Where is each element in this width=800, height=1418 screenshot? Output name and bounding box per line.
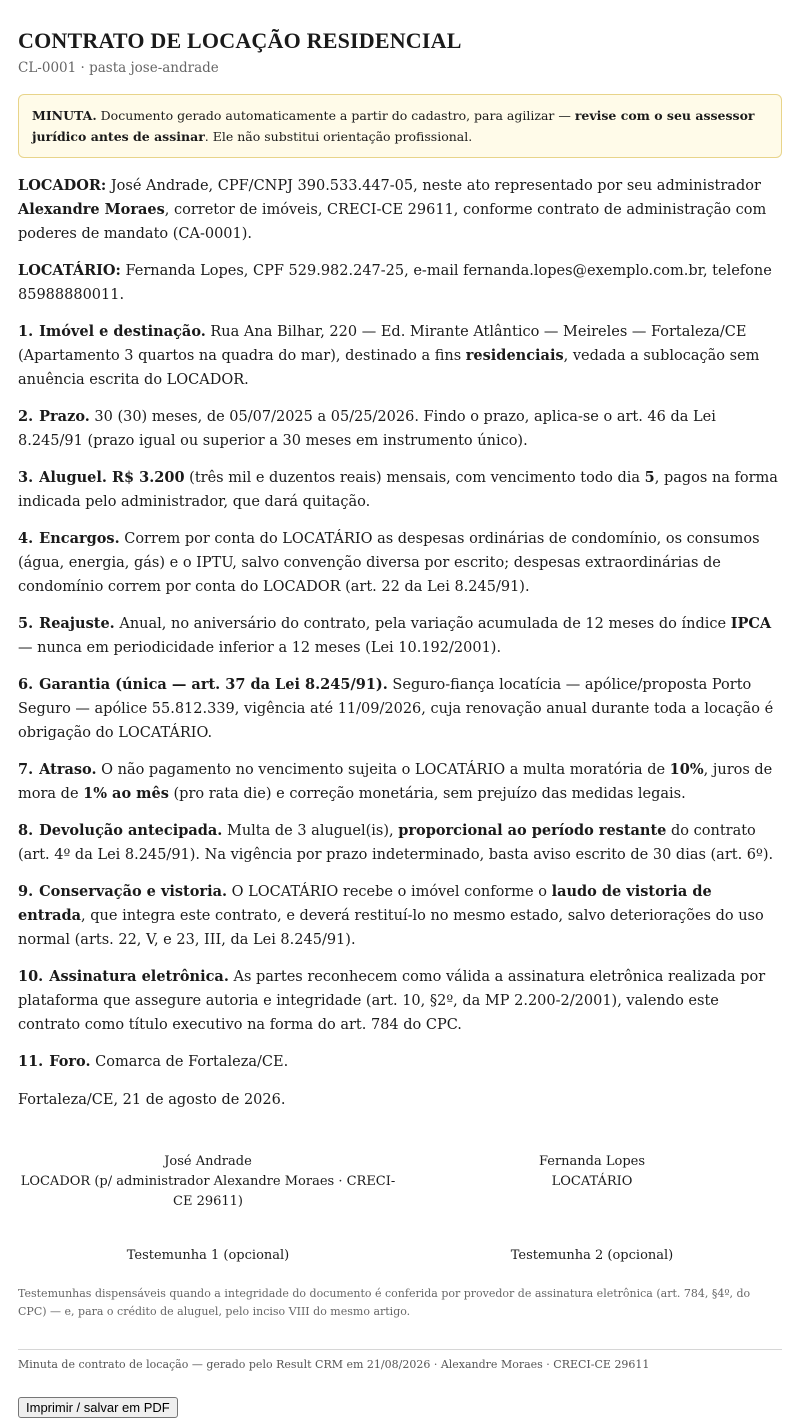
clause-text: Correm por conta do LOCATÁRIO as despesas ordinárias de condomínio, os consumos (água, energia, gás) e o IPTU, salvo convenção diversa por escrito; despesas extraordinárias de condomínio correm por conta do LOCADOR (art. 22 da Lei 8.245/91).	[18, 531, 760, 595]
clause-number: 1.	[18, 323, 34, 340]
clause-number: 6.	[18, 676, 34, 693]
clause-9	[18, 880, 782, 952]
notice-label: MINUTA.	[32, 108, 97, 123]
clause-title: Reajuste.	[39, 615, 115, 632]
clause-bold: laudo de vistoria de entrada	[18, 883, 712, 924]
clause-text: Anual, no aniversário do contrato, pela variação acumulada de 12 meses do índice	[114, 616, 731, 632]
clause-bold: 5	[644, 469, 655, 486]
clause-text: , pagos na forma indicada pelo administrador, que dará quitação.	[18, 470, 778, 510]
clause-text: O não pagamento no vencimento sujeita o LOCATÁRIO a multa moratória de	[96, 762, 670, 778]
clause-number: 10.	[18, 968, 44, 985]
witness-1: Testemunha 1 (opcional)	[126, 1248, 290, 1263]
clause-number: 7.	[18, 761, 34, 778]
clause-title: Encargos.	[39, 530, 120, 547]
clause-4	[18, 527, 782, 599]
document-subtitle: CL-0001 · pasta jose-andrade	[18, 60, 219, 76]
clause-11	[18, 1050, 782, 1074]
locador-text-2: , corretor de imóveis, CRECI-CE 29611, conforme contrato de administração com poderes de mandato (CA-0001).	[18, 202, 767, 242]
clause-number: 5.	[18, 615, 34, 632]
signature-name: Fernanda Lopes	[538, 1154, 646, 1169]
clause-bold: IPCA	[730, 615, 772, 632]
clause-7	[18, 758, 782, 806]
clause-10	[18, 965, 782, 1037]
clause-bold: 1% ao mês	[83, 785, 169, 802]
clause-title: Garantia (única — art. 37 da Lei 8.245/91).	[39, 676, 388, 693]
witness-note: Testemunhas dispensáveis quando a integridade do documento é conferida por provedor de assinatura eletrônica (art. 784, §4º, do CPC) — e, para o crédito de aluguel, pelo inciso VIII do mesmo artigo.	[18, 1287, 751, 1318]
page-title: CONTRATO DE LOCAÇÃO RESIDENCIAL	[18, 28, 462, 53]
clause-number: 2.	[18, 408, 34, 425]
clause-text: 30 (30) meses, de 05/07/2025 a 05/25/2026. Findo o prazo, aplica-se o art. 46 da Lei 8.245/91 (prazo igual ou superior a 30 meses em instrumento único).	[18, 409, 716, 449]
signature-locatario	[402, 1152, 782, 1212]
locatario-label: LOCATÁRIO:	[18, 262, 121, 279]
locador-bold: Alexandre Moraes	[18, 201, 165, 218]
clause-text: , juros de mora de	[18, 762, 773, 802]
clause-6	[18, 673, 782, 745]
clause-title: Foro.	[49, 1053, 91, 1070]
signature-name: José Andrade	[164, 1154, 252, 1169]
page-footer: Minuta de contrato de locação — gerado pelo Result CRM em 21/08/2026 · Alexandre Moraes · CRECI-CE 29611	[18, 1349, 782, 1371]
print-button[interactable]: Imprimir / salvar em PDF	[18, 1397, 178, 1418]
notice-text-1: Documento gerado automaticamente a partir do cadastro, para agilizar —	[96, 108, 575, 123]
clause-text: — nunca em periodicidade inferior a 12 meses (Lei 10.192/2001).	[18, 640, 502, 656]
witness-row	[18, 1248, 782, 1263]
clauses-list	[18, 320, 782, 1074]
clause-3	[18, 466, 782, 514]
clause-text: (pro rata die) e correção monetária, sem prejuízo das medidas legais.	[168, 786, 686, 802]
clause-text: (três mil e duzentos reais) mensais, com vencimento todo dia	[184, 470, 645, 486]
clause-text: As partes reconhecem como válida a assinatura eletrônica realizada por plataforma que assegure autoria e integridade (art. 10, §2º, da MP 2.200-2/2001), valendo este contrato como título executivo na forma do art. 784 do CPC.	[18, 969, 766, 1033]
clause-8	[18, 819, 782, 867]
clause-title: Devolução antecipada.	[39, 822, 223, 839]
clause-1	[18, 320, 782, 392]
clause-2	[18, 405, 782, 453]
clause-number: 3.	[18, 469, 34, 486]
signature-role: LOCADOR (p/ administrador Alexandre Moraes · CRECI-CE 29611)	[20, 1174, 396, 1209]
clause-number: 11.	[18, 1053, 44, 1070]
clause-bold: proporcional ao período restante	[398, 822, 667, 839]
signature-role: LOCATÁRIO	[551, 1174, 633, 1189]
signature-row	[18, 1152, 782, 1212]
locatario-paragraph	[18, 259, 782, 307]
clause-title: Prazo.	[39, 408, 90, 425]
clause-title: Atraso.	[39, 761, 97, 778]
date-line: Fortaleza/CE, 21 de agosto de 2026.	[18, 1092, 286, 1108]
draft-notice	[18, 94, 782, 158]
locador-paragraph	[18, 174, 782, 246]
clause-5	[18, 612, 782, 660]
clause-title: Conservação e vistoria.	[39, 883, 228, 900]
clause-number: 4.	[18, 530, 34, 547]
locatario-text: Fernanda Lopes, CPF 529.982.247-25, e-mail fernanda.lopes@exemplo.com.br, telefone 85988880011.	[18, 263, 772, 303]
clause-number: 8.	[18, 822, 34, 839]
signature-locador	[18, 1152, 398, 1212]
clause-text: , vedada a sublocação sem anuência escrita do LOCADOR.	[18, 348, 760, 388]
clause-title: Assinatura eletrônica.	[49, 968, 229, 985]
clause-bold: 10%	[669, 761, 704, 778]
clause-text: Rua Ana Bilhar, 220 — Ed. Mirante Atlântico — Meireles — Fortaleza/CE (Apartamento 3 quartos na quadra do mar), destinado a fins	[18, 324, 747, 364]
locador-label: LOCADOR:	[18, 177, 107, 194]
clause-text: Seguro-fiança locatícia — apólice/proposta Porto Seguro — apólice 55.812.339, vigência até 11/09/2026, cuja renovação anual durante toda a locação é obrigação do LOCATÁRIO.	[18, 677, 774, 741]
clause-title: Aluguel. R$ 3.200	[39, 469, 185, 486]
locador-text-1: José Andrade, CPF/CNPJ 390.533.447-05, neste ato representado por seu administrador	[106, 178, 761, 194]
clause-bold: residenciais	[465, 347, 564, 364]
notice-text-2: . Ele não substitui orientação profissional.	[204, 129, 473, 144]
notice-bold: revise com o seu assessor jurídico antes de assinar	[32, 108, 755, 144]
clause-text: Multa de 3 aluguel(is),	[222, 823, 399, 839]
clause-number: 9.	[18, 883, 34, 900]
clause-title: Imóvel e destinação.	[39, 323, 206, 340]
clause-text: Comarca de Fortaleza/CE.	[90, 1054, 289, 1070]
clause-text: do contrato (art. 4º da Lei 8.245/91). Na vigência por prazo indeterminado, basta aviso escrito de 30 dias (art. 6º).	[18, 823, 774, 863]
witness-2: Testemunha 2 (opcional)	[510, 1248, 674, 1263]
clause-text: O LOCATÁRIO recebe o imóvel conforme o	[227, 884, 552, 900]
clause-text: , que integra este contrato, e deverá restituí-lo no mesmo estado, salvo deteriorações do uso normal (arts. 22, V, e 23, III, da Lei 8.245/91).	[18, 908, 764, 948]
